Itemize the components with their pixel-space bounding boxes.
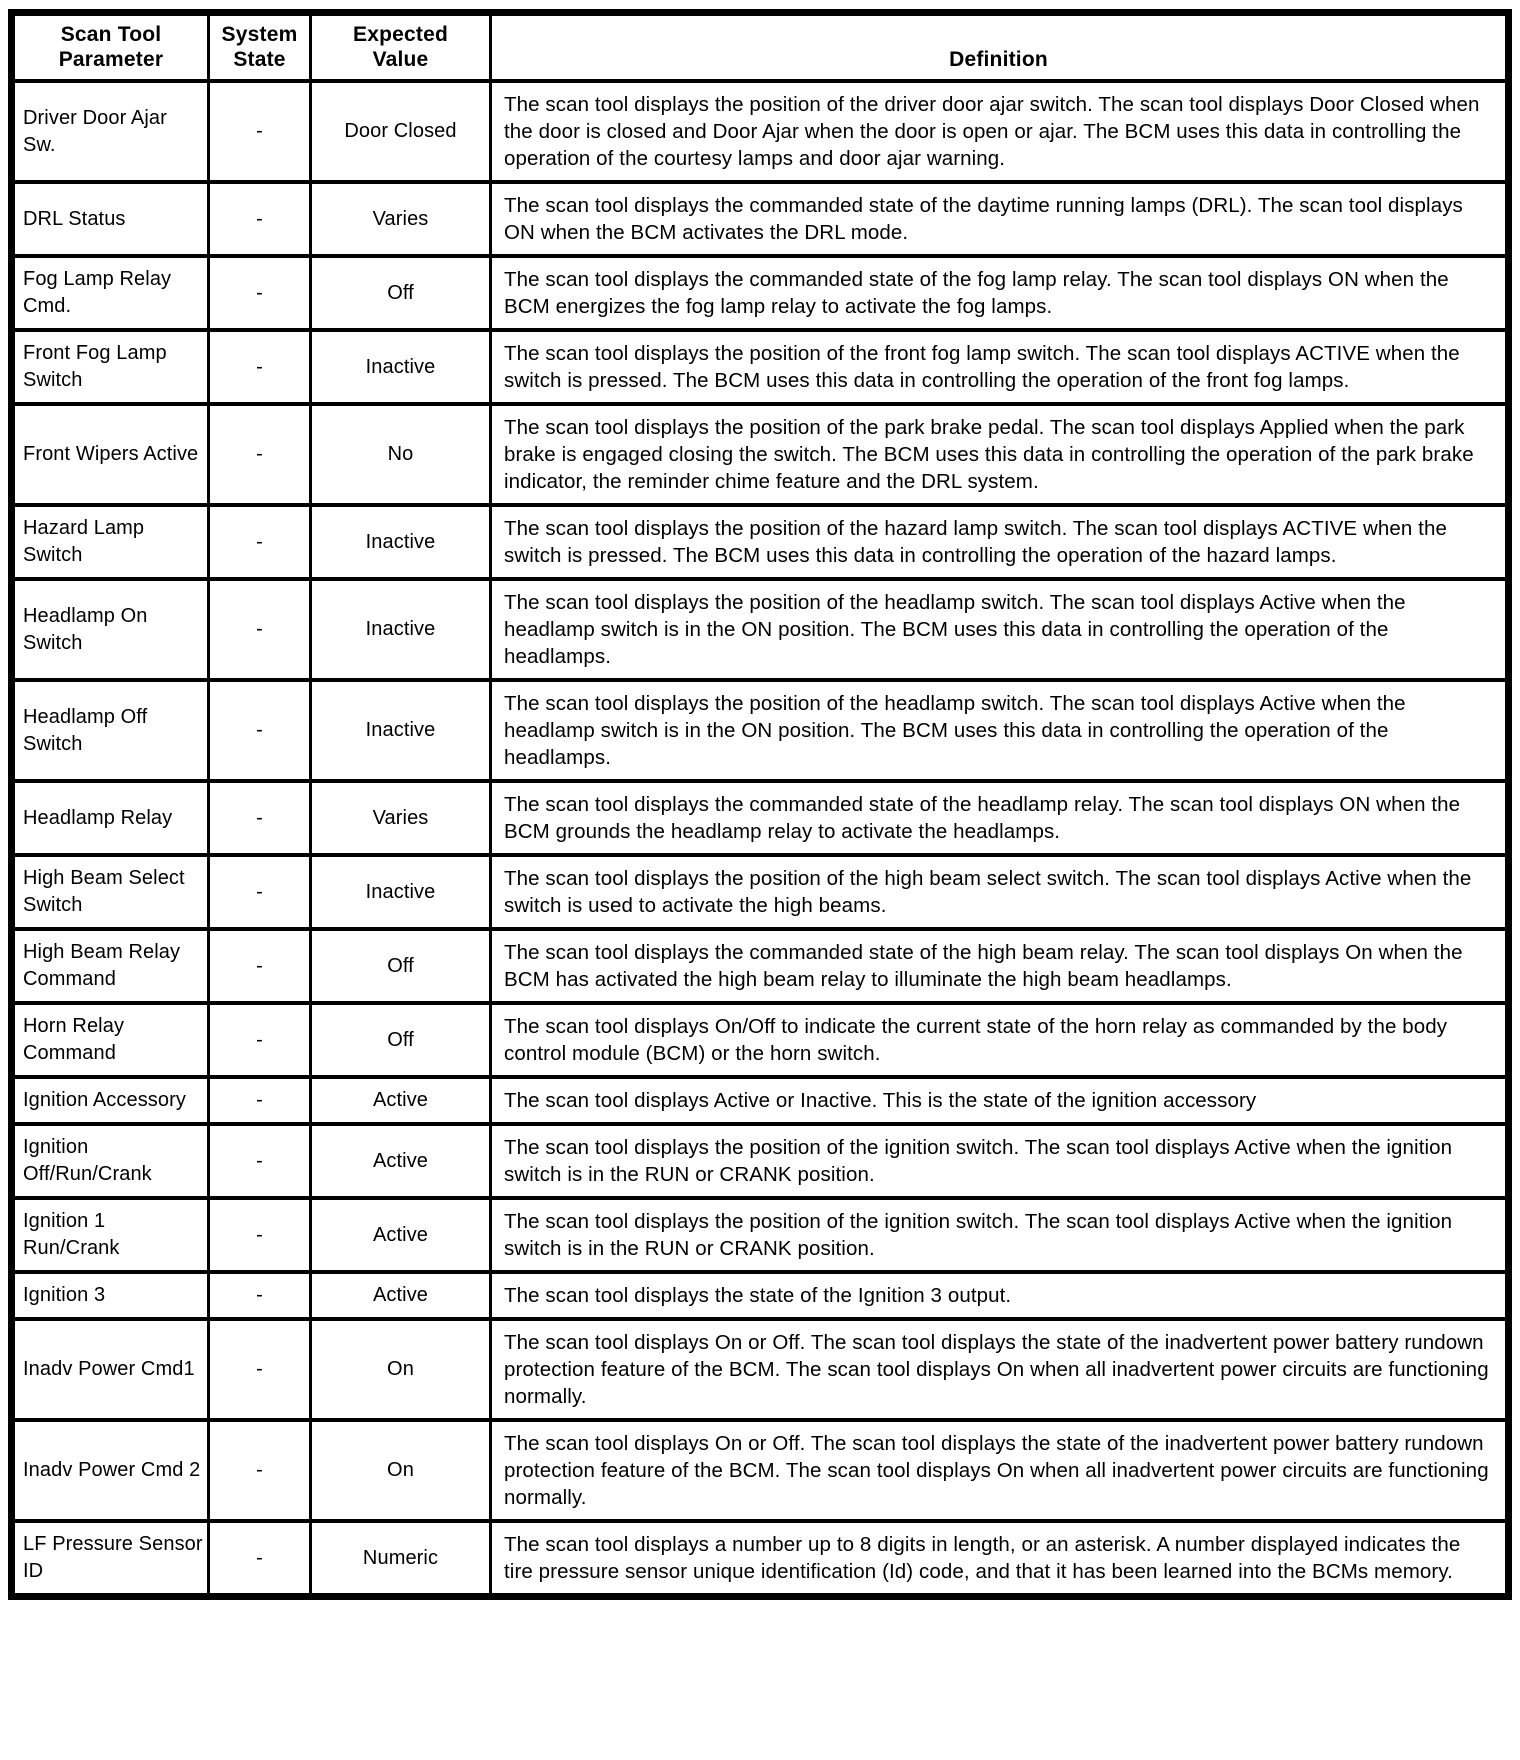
expected-value-cell: Inactive (311, 579, 491, 680)
system-state-cell: - (209, 579, 311, 680)
parameter-cell: Inadv Power Cmd 2 (12, 1420, 209, 1521)
header-label: Expected Value (353, 23, 448, 71)
table-row (12, 579, 1509, 680)
expected-value-cell: Varies (311, 781, 491, 855)
expected-value-cell: On (311, 1420, 491, 1521)
system-state-cell: - (209, 182, 311, 256)
table-row (12, 1077, 1509, 1124)
header-label: Definition (949, 48, 1048, 71)
definition-cell: The scan tool displays a number up to 8 digits in length, or an asterisk. A number displayed indicates the tire pressure sensor unique identification (Id) code, and that it has been learned into the BCMs memory. (491, 1521, 1509, 1597)
expected-value-cell: Door Closed (311, 81, 491, 182)
header-label: Scan Tool Parameter (58, 23, 164, 71)
table-row (12, 182, 1509, 256)
parameter-cell: Headlamp Relay (12, 781, 209, 855)
expected-value-cell: On (311, 1319, 491, 1420)
expected-value-cell: Off (311, 929, 491, 1003)
expected-value-cell: Off (311, 256, 491, 330)
parameter-cell: High Beam Relay Command (12, 929, 209, 1003)
definition-cell: The scan tool displays On or Off. The scan tool displays the state of the inadvertent power battery rundown protection feature of the BCM. The scan tool displays On when all inadvertent power circuits are functioning normally. (491, 1420, 1509, 1521)
table-row (12, 505, 1509, 579)
table-row (12, 1124, 1509, 1198)
header-expected-value (311, 13, 491, 82)
system-state-cell: - (209, 505, 311, 579)
parameter-cell: DRL Status (12, 182, 209, 256)
definition-cell: The scan tool displays the commanded state of the daytime running lamps (DRL). The scan tool displays ON when the BCM activates the DRL mode. (491, 182, 1509, 256)
definition-cell: The scan tool displays Active or Inactive. This is the state of the ignition accessory (491, 1077, 1509, 1124)
definition-cell: The scan tool displays the commanded state of the fog lamp relay. The scan tool displays ON when the BCM energizes the fog lamp relay to activate the fog lamps. (491, 256, 1509, 330)
expected-value-cell: Off (311, 1003, 491, 1077)
expected-value-cell: Active (311, 1272, 491, 1319)
parameter-cell: Front Wipers Active (12, 404, 209, 505)
definition-cell: The scan tool displays On or Off. The scan tool displays the state of the inadvertent power battery rundown protection feature of the BCM. The scan tool displays On when all inadvertent power circuits are functioning normally. (491, 1319, 1509, 1420)
expected-value-cell: Inactive (311, 855, 491, 929)
parameter-cell: Headlamp On Switch (12, 579, 209, 680)
table-row (12, 330, 1509, 404)
definition-cell: The scan tool displays the position of the hazard lamp switch. The scan tool displays ACTIVE when the switch is pressed. The BCM uses this data in controlling the operation of the hazard lamps. (491, 505, 1509, 579)
table-row (12, 1003, 1509, 1077)
parameter-cell: Inadv Power Cmd1 (12, 1319, 209, 1420)
table-row (12, 680, 1509, 781)
system-state-cell: - (209, 1124, 311, 1198)
definition-cell: The scan tool displays the commanded state of the high beam relay. The scan tool displays On when the BCM has activated the high beam relay to illuminate the high beam headlamps. (491, 929, 1509, 1003)
system-state-cell: - (209, 256, 311, 330)
parameter-cell: Hazard Lamp Switch (12, 505, 209, 579)
parameter-cell: High Beam Select Switch (12, 855, 209, 929)
parameter-cell: Ignition 3 (12, 1272, 209, 1319)
expected-value-cell: Numeric (311, 1521, 491, 1597)
definition-cell: The scan tool displays the position of the park brake pedal. The scan tool displays Applied when the park brake is engaged closing the switch. The BCM uses this data in controlling the operation of the park brake indicator, the reminder chime feature and the DRL system. (491, 404, 1509, 505)
system-state-cell: - (209, 929, 311, 1003)
system-state-cell: - (209, 404, 311, 505)
system-state-cell: - (209, 330, 311, 404)
table-row (12, 781, 1509, 855)
expected-value-cell: Varies (311, 182, 491, 256)
table-row (12, 1198, 1509, 1272)
system-state-cell: - (209, 81, 311, 182)
system-state-cell: - (209, 1077, 311, 1124)
system-state-cell: - (209, 680, 311, 781)
parameter-cell: Fog Lamp Relay Cmd. (12, 256, 209, 330)
table-row (12, 81, 1509, 182)
expected-value-cell: Active (311, 1198, 491, 1272)
system-state-cell: - (209, 1198, 311, 1272)
table-row (12, 404, 1509, 505)
system-state-cell: - (209, 855, 311, 929)
parameter-cell: Ignition Accessory (12, 1077, 209, 1124)
table-header (12, 13, 1509, 82)
definition-cell: The scan tool displays the commanded state of the headlamp relay. The scan tool displays ON when the BCM grounds the headlamp relay to activate the headlamps. (491, 781, 1509, 855)
parameter-cell: LF Pressure Sensor ID (12, 1521, 209, 1597)
table-row (12, 1420, 1509, 1521)
parameter-cell: Horn Relay Command (12, 1003, 209, 1077)
system-state-cell: - (209, 1272, 311, 1319)
table-row (12, 1319, 1509, 1420)
parameter-cell: Ignition Off/Run/Crank (12, 1124, 209, 1198)
header-label: System State (221, 23, 298, 71)
definition-cell: The scan tool displays the position of the driver door ajar switch. The scan tool displays Door Closed when the door is closed and Door Ajar when the door is open or ajar. The BCM uses this data in controlling the operation of the courtesy lamps and door ajar warning. (491, 81, 1509, 182)
table-row (12, 1521, 1509, 1597)
definition-cell: The scan tool displays the position of the ignition switch. The scan tool displays Active when the ignition switch is in the RUN or CRANK position. (491, 1124, 1509, 1198)
system-state-cell: - (209, 1521, 311, 1597)
table-row (12, 855, 1509, 929)
definition-cell: The scan tool displays the position of the headlamp switch. The scan tool displays Active when the headlamp switch is in the ON position. The BCM uses this data in controlling the operation of the headlamps. (491, 680, 1509, 781)
table-row (12, 256, 1509, 330)
definition-cell: The scan tool displays On/Off to indicate the current state of the horn relay as commanded by the body control module (BCM) or the horn switch. (491, 1003, 1509, 1077)
header-scan-tool-parameter (12, 13, 209, 82)
system-state-cell: - (209, 781, 311, 855)
parameter-cell: Headlamp Off Switch (12, 680, 209, 781)
expected-value-cell: Inactive (311, 330, 491, 404)
table-row (12, 929, 1509, 1003)
expected-value-cell: No (311, 404, 491, 505)
table-row (12, 1272, 1509, 1319)
parameter-cell: Front Fog Lamp Switch (12, 330, 209, 404)
header-system-state (209, 13, 311, 82)
system-state-cell: - (209, 1003, 311, 1077)
header-definition (491, 13, 1509, 82)
definition-cell: The scan tool displays the position of the ignition switch. The scan tool displays Active when the ignition switch is in the RUN or CRANK position. (491, 1198, 1509, 1272)
definition-cell: The scan tool displays the position of the headlamp switch. The scan tool displays Active when the headlamp switch is in the ON position. The BCM uses this data in controlling the operation of the headlamps. (491, 579, 1509, 680)
system-state-cell: - (209, 1319, 311, 1420)
definition-cell: The scan tool displays the state of the Ignition 3 output. (491, 1272, 1509, 1319)
header-row (12, 13, 1509, 82)
system-state-cell: - (209, 1420, 311, 1521)
table-body (12, 81, 1509, 1597)
expected-value-cell: Active (311, 1124, 491, 1198)
expected-value-cell: Inactive (311, 505, 491, 579)
definition-cell: The scan tool displays the position of the high beam select switch. The scan tool displays Active when the switch is used to activate the high beams. (491, 855, 1509, 929)
expected-value-cell: Active (311, 1077, 491, 1124)
definition-cell: The scan tool displays the position of the front fog lamp switch. The scan tool displays ACTIVE when the switch is pressed. The BCM uses this data in controlling the operation of the front fog lamps. (491, 330, 1509, 404)
parameter-cell: Ignition 1 Run/Crank (12, 1198, 209, 1272)
expected-value-cell: Inactive (311, 680, 491, 781)
parameter-cell: Driver Door Ajar Sw. (12, 81, 209, 182)
scan-tool-parameter-table (8, 9, 1512, 1600)
